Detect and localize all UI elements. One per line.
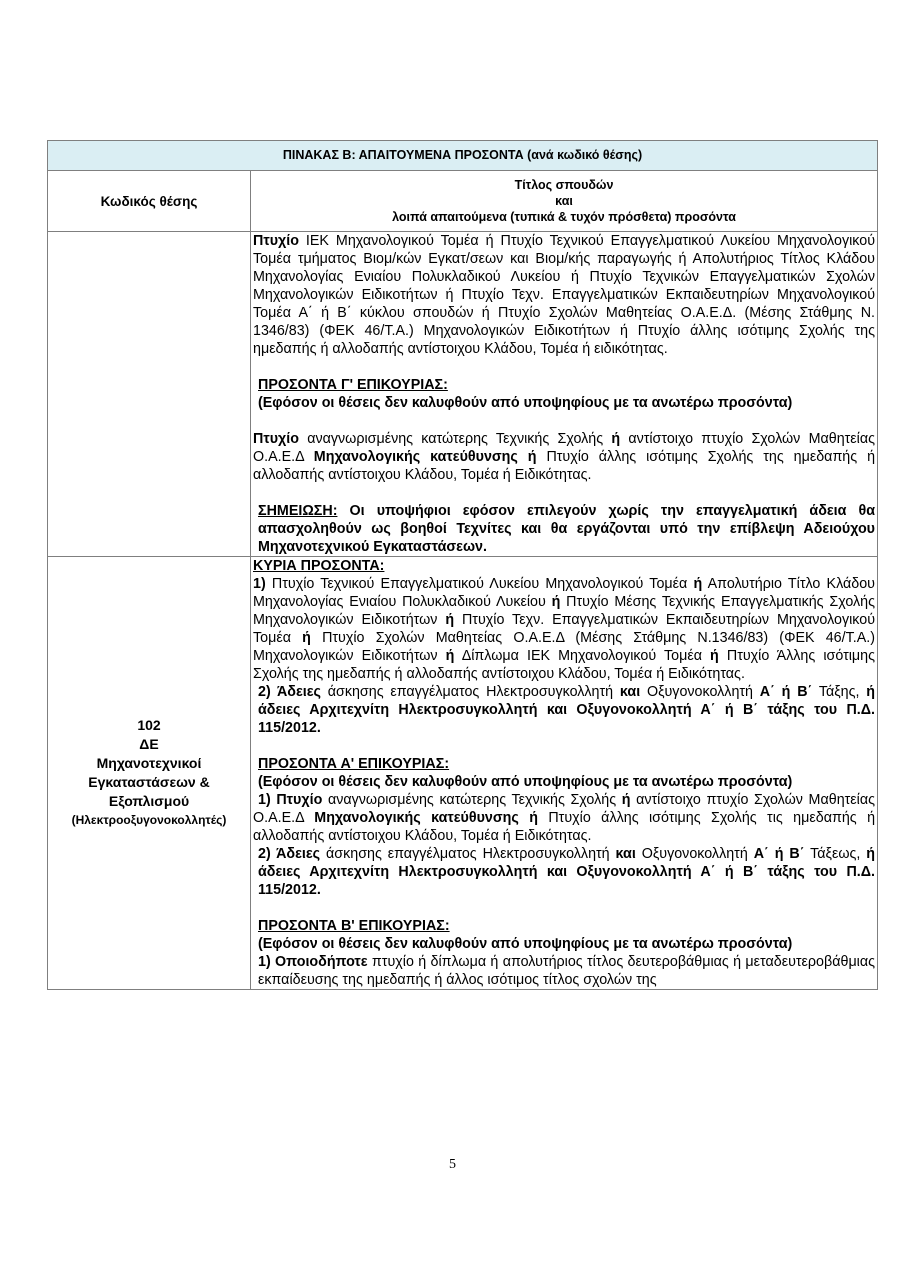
- column-header-code: Κωδικός θέσης: [48, 171, 251, 232]
- qualifications-cell: [251, 557, 878, 990]
- beta-qualification-1: [253, 953, 875, 989]
- gamma-qualification-paragraph: [253, 430, 875, 484]
- paragraph-text: Πτυχίο Τεχνικού Επαγγελματικού Λυκείου Μηχανολογικού Τομέα: [265, 576, 694, 592]
- header-line-and: και: [555, 194, 573, 208]
- bold-term: Α΄ ή Β΄: [753, 846, 805, 862]
- column-header-qualifications: [251, 171, 878, 232]
- paragraph-text: Πτυχίο άλλης ισότιμης Σχολής της ημεδαπής ή αλλοδαπής αντίστοιχου Κλάδου, Τομέα ή Ειδικότητας.: [253, 449, 876, 483]
- position-code-number: 102: [137, 717, 161, 733]
- bold-term: ή: [302, 630, 311, 646]
- bold-term: Α΄ ή Β΄: [759, 684, 813, 700]
- paragraph-text: Πτυχίο Άλλης ισότιμης Σχολής της ημεδαπής ή αλλοδαπής αντίστοιχου Κλάδου, Τομέα ή Ειδικότητας.: [253, 648, 876, 682]
- position-title-line: Εξοπλισμού: [108, 793, 190, 809]
- main-qualifications-heading: [253, 557, 875, 575]
- bold-term: ή άδειες Αρχιτεχνίτη Ηλεκτροσυγκολλητή και Οξυγονοκολλητή Α΄ ή Β΄ τάξης του Π.Δ. 115/2012.: [258, 846, 876, 898]
- bold-term: ή: [445, 612, 455, 628]
- bold-term: Πτυχίο: [253, 233, 299, 249]
- bold-term: ή: [693, 576, 703, 592]
- header-line-requirements: λοιπά απαιτούμενα (τυπικά & τυχόν πρόσθετα) προσόντα: [392, 210, 736, 224]
- bold-term: ή: [551, 594, 561, 610]
- paragraph-text: ΙΕΚ Μηχανολογικού Τομέα ή Πτυχίο Τεχνικού Επαγγελματικού Λυκείου Μηχανολογικού Τομέα τμήματος Βιομ/κών Εγκατ/σεων και Βιομ/κής παραγωγής ή Απολυτήριος Τίτλος Κλάδου Μηχανολογίας Ενιαίου Πολυκλαδικού Λυκείου ή Πτυχίο Τεχνικών Επαγγελματικών Σχολών Μηχανολογικών Ειδικοτήτων ή Πτυχίο Τεχν. Επαγγελματικών Εκπαιδευτηρίων Μηχανολογικού Τομέα Α΄ ή Β΄ κύκλου σπουδών ή Πτυχίο Σχολών Μαθητείας Ο.Α.Ε.Δ. (Μέσης Στάθμης Ν. 1346/83) (ΦΕΚ 46/Τ.Α.) Μηχανολογικών Ειδικοτήτων ή Πτυχίο άλλης ισότιμης Σχολής της ημεδαπής ή αλλοδαπής αντίστοιχου Κλάδου, Τομέα ή ειδικότητας.: [253, 233, 876, 357]
- position-code-cell: [48, 557, 251, 990]
- table-title: ΠΙΝΑΚΑΣ Β: ΑΠΑΙΤΟΥΜΕΝΑ ΠΡΟΣΟΝΤΑ (ανά κωδικό θέσης): [48, 141, 878, 171]
- beta-condition-text: (Εφόσον οι θέσεις δεν καλυφθούν από υποψηφίους με τα ανωτέρω προσόντα): [258, 936, 793, 952]
- bold-term: 2) Άδειες: [258, 846, 321, 862]
- qualifications-cell: [251, 232, 878, 557]
- bold-term: Μηχανολογικής κατεύθυνσης ή: [313, 449, 537, 465]
- table-row: [48, 232, 878, 557]
- bold-term: ή: [710, 648, 719, 664]
- main-qualification-1: [253, 575, 875, 683]
- bold-term: Πτυχίο: [253, 431, 299, 447]
- main-heading-text: ΚΥΡΙΑ ΠΡΟΣΟΝΤΑ:: [253, 558, 385, 574]
- bold-term: 2) Άδειες: [258, 684, 321, 700]
- alpha-qualification-2: [253, 845, 875, 899]
- bold-term: και: [619, 684, 641, 700]
- bold-term: ή: [621, 792, 631, 808]
- paragraph-text: Πτυχίο Τεχν. Επαγγελματικών Εκπαιδευτηρίων Μηχανολογικού Τομέα: [253, 612, 876, 646]
- table-row: [48, 557, 878, 990]
- gamma-condition: [253, 394, 875, 412]
- paragraph-text: αντίστοιχο πτυχίο Σχολών Μαθητείας Ο.Α.Ε.Δ: [253, 431, 875, 465]
- alpha-condition-text: (Εφόσον οι θέσεις δεν καλυφθούν από υποψηφίους με τα ανωτέρω προσόντα): [258, 774, 793, 790]
- bold-term: ή: [611, 431, 621, 447]
- alpha-heading: [253, 755, 875, 773]
- alpha-heading-text: ΠΡΟΣΟΝΤΑ Α' ΕΠΙΚΟΥΡΙΑΣ:: [258, 756, 450, 772]
- paragraph-text: Οξυγονοκολλητή: [640, 684, 760, 700]
- bold-term: ή άδειες Αρχιτεχνίτη Ηλεκτροσυγκολλητή και Οξυγονοκολλητή Α΄ ή Β΄ τάξης του Π.Δ. 115/2012.: [258, 684, 876, 736]
- paragraph-text: Απολυτήριο Τίτλο Κλάδου Μηχανολογίας Ενιαίου Πολυκλαδικού Λυκείου: [253, 576, 876, 610]
- main-qualification-paragraph: [253, 232, 875, 358]
- paragraph-text: Πτυχίο Μέσης Τεχνικής Επαγγελματικής Σχολής Μηχανολογικών Ειδικοτήτων: [253, 594, 875, 628]
- paragraph-text: άσκησης επαγγέλματος Ηλεκτροσυγκολλητή: [320, 846, 616, 862]
- paragraph-text: αντίστοιχο πτυχίο Σχολών Μαθητείας Ο.Α.Ε.Δ: [253, 792, 875, 826]
- alpha-condition: [253, 773, 875, 791]
- paragraph-text: αναγνωρισμένης κατώτερης Τεχνικής Σχολής: [322, 792, 622, 808]
- bold-term: Μηχανολογικής κατεύθυνσης ή: [314, 810, 538, 826]
- position-specialty: (Ηλεκτροοξυγονοκολλητές): [71, 813, 227, 827]
- paragraph-text: Τάξης,: [812, 684, 867, 700]
- paragraph-text: αναγνωρισμένης κατώτερης Τεχνικής Σχολής: [298, 431, 612, 447]
- bold-term: 1) Οποιοδήποτε: [258, 954, 368, 970]
- paragraph-text: Πτυχίο Σχολών Μαθητείας Ο.Α.Ε.Δ (Μέσης Στάθμης Ν.1346/83) (ΦΕΚ 46/Τ.Α.) Μηχανολογικών Ειδικοτήτων: [253, 630, 876, 664]
- bold-term: ή: [445, 648, 455, 664]
- beta-heading-text: ΠΡΟΣΟΝΤΑ Β' ΕΠΙΚΟΥΡΙΑΣ:: [258, 918, 450, 934]
- paragraph-text: άσκησης επαγγέλματος Ηλεκτροσυγκολλητή: [320, 684, 620, 700]
- gamma-condition-text: (Εφόσον οι θέσεις δεν καλυφθούν από υποψηφίους με τα ανωτέρω προσόντα): [258, 395, 793, 411]
- gamma-heading-text: ΠΡΟΣΟΝΤΑ Γ' ΕΠΙΚΟΥΡΙΑΣ:: [258, 377, 448, 393]
- paragraph-text: Οξυγονοκολλητή: [635, 846, 754, 862]
- position-title-line: Μηχανοτεχνικοί: [96, 755, 202, 771]
- beta-heading: [253, 917, 875, 935]
- main-qualification-2: [253, 683, 875, 737]
- position-category: ΔΕ: [139, 736, 159, 752]
- bold-term: 1): [253, 576, 266, 592]
- table-title-row: [48, 141, 878, 171]
- paragraph-text: Δίπλωμα ΙΕΚ Μηχανολογικού Τομέα: [454, 648, 711, 664]
- note-paragraph: [253, 502, 875, 556]
- paragraph-text: πτυχίο ή δίπλωμα ή απολυτήριος τίτλος δευτεροβάθμιας ή μεταδευτεροβάθμιας εκπαίδευσης της ημεδαπής ή άλλος ισότιμος τίτλος σχολών της: [258, 954, 876, 988]
- page-number: 5: [449, 1157, 456, 1172]
- header-line-studies: Τίτλος σπουδών: [514, 178, 614, 192]
- note-label: ΣΗΜΕΙΩΣΗ:: [258, 503, 338, 519]
- code-cell-empty: [48, 232, 251, 557]
- table-header-row: [48, 171, 878, 232]
- note-text: Οι υποψήφιοι εφόσον επιλεγούν χωρίς την επαγγελματική άδεια θα απασχοληθούν ως βοηθοί Τεχνίτες και θα εργάζονται υπό την επίβλεψη Αδειούχου Μηχανοτεχνικού Εγκαταστάσεων.: [258, 503, 876, 555]
- bold-term: 1) Πτυχίο: [258, 792, 323, 808]
- gamma-heading: [253, 376, 875, 394]
- qualifications-table: [47, 140, 878, 990]
- paragraph-text: Τάξεως,: [804, 846, 867, 862]
- alpha-qualification-1: [253, 791, 875, 845]
- paragraph-text: Πτυχίο άλλης ισότιμης Σχολής τις ημεδαπής ή αλλοδαπής αντίστοιχου Κλάδου, Τομέα ή Ειδικότητας.: [253, 810, 876, 844]
- beta-condition: [253, 935, 875, 953]
- position-title-line: Εγκαταστάσεων &: [88, 774, 210, 790]
- bold-term: και: [615, 846, 636, 862]
